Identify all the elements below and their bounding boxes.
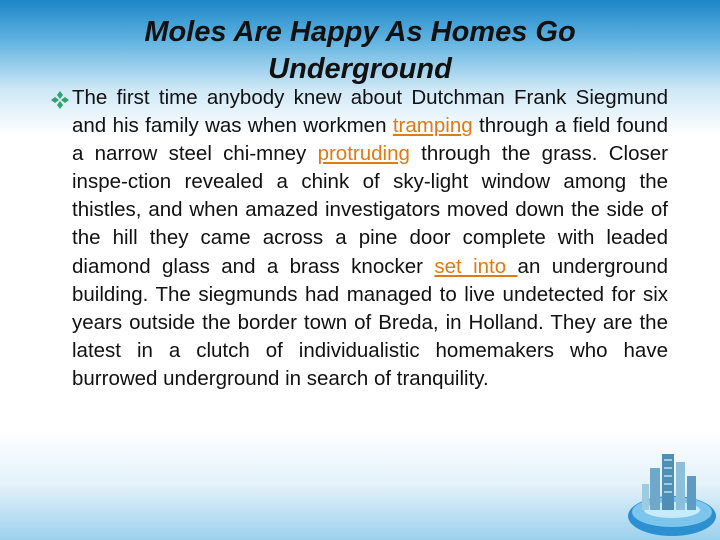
- body-text-segment-3: through the grass. Closer inspe-ction revealed a chink of sky-light window among the thistles, and when amazed investigators moved down the side of the hill they came across a pine door complete with leaded diamond glass and a brass knocker: [72, 142, 668, 278]
- body-text-segment-2: through a field found a narrow steel chi-mney: [72, 114, 668, 166]
- vocab-tramping: tramping: [392, 114, 473, 138]
- diamond-bullet-icon: [50, 90, 70, 110]
- vocab-protruding: protruding: [317, 142, 410, 166]
- body-text-segment-1: The first time anybody knew about Dutchman Frank Siegmund and his family was when workmen: [72, 86, 668, 138]
- body-paragraph: [72, 84, 668, 393]
- globe-city-icon: [610, 430, 720, 540]
- body-text-segment-4: an underground building. The siegmunds had managed to live undetected for six years outside the border town of Breda, in Holland. They are the latest in a clutch of individualistic homemakers who have burrowed underground in search of tranquility.: [72, 254, 669, 390]
- slide-title: Moles Are Happy As Homes Go Underground: [144, 16, 576, 85]
- vocab-set-into: set into: [434, 254, 518, 278]
